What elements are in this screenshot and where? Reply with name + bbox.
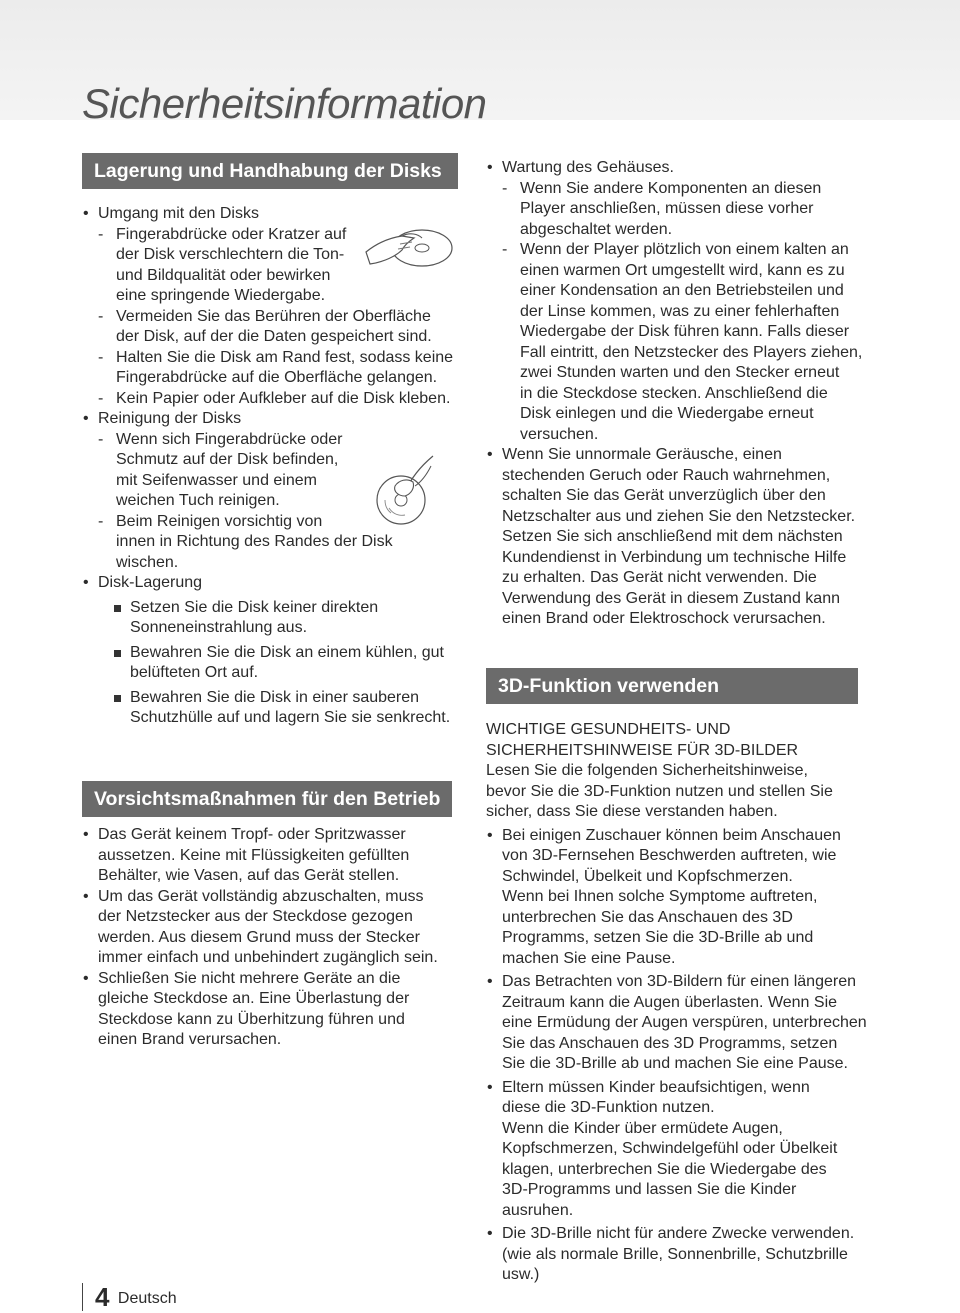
bullet-3d-discomfort: • Bei einigen Zuschauer können beim Anschauen von 3D-Fernsehen Beschwerden auftreten, wie Schwindel, Übelkeit und Kopfschmerzen. Wenn bei Ihnen solche Symptome auftreten, unterbrechen Sie das Anschauen des 3D Programms, setzen Sie die 3D-Brille ab und machen Sie eine Pause. [486,826,860,970]
dash-item-wipe-direction: - Beim Reinigen vorsichtig von innen in Richtung des Randes der Disk wischen. [82,512,458,574]
language-label: Deutsch [117,1290,177,1307]
dash-item-hold-edge: - Halten Sie die Disk am Rand fest, sodass keine Fingerabdrücke auf die Oberfläche gelangen. [82,348,458,389]
section-heading-operation: Vorsichtsmaßnahmen für den Betrieb [82,781,452,817]
square-item-protective-case: Bewahren Sie die Disk in einer sauberen Schutzhülle auf und lagern Sie sie senkrecht. [82,688,458,729]
hand-holding-disc-icon [362,222,456,272]
dash-item-fingerprints: - Fingerabdrücke oder Kratzer auf der Disk verschlechtern die Ton- und Bildqualität oder bewirken eine springende Wiedergabe. [82,225,458,307]
3d-intro: WICHTIGE GESUNDHEITS- UND SICHERHEITSHINWEISE FÜR 3D-BILDER Lesen Sie die folgenden Sicherheitshinweise, bevor Sie die 3D-Funktion nutzen und stellen Sie sicher, dass Sie diese verstanden haben. [486,721,833,820]
dash-item-switch-off: - Wenn Sie andere Komponenten an diesen Player anschließen, müssen diese vorher abgeschaltet werden. [486,179,860,241]
maintenance-content [486,158,863,630]
dash-item-soap-water: - Wenn sich Fingerabdrücke oder Schmutz auf der Disk befinden, mit Seifenwasser und einem weichen Tuch reinigen. [82,430,458,512]
page-number: 4 [95,1282,110,1312]
section-heading-disk-handling: Lagerung und Handhabung der Disks [82,153,458,189]
section-heading-3d: 3D-Funktion verwenden [486,668,858,704]
operation-content [82,825,458,1051]
page-footer [82,1283,177,1311]
square-item-sunlight: Setzen Sie die Disk keiner direkten Sonneneinstrahlung aus. [82,598,458,639]
dash-item-no-stickers: - Kein Papier oder Aufkleber auf die Disk kleben. [82,389,458,410]
bullet-no-water: • Das Gerät keinem Tropf- oder Spritzwasser aussetzen. Keine mit Flüssigkeiten gefüllten Behälter, wie Vasen, auf das Gerät stellen. [82,825,458,887]
bullet-3d-eye-strain: • Das Betrachten von 3D-Bildern für einen längeren Zeitraum kann die Augen überlasten. Wenn Sie eine Ermüdung der Augen verspüren, unterbrechen Sie das Anschauen des 3D Programms, setzen Sie die 3D-Brille ab und machen Sie eine Pause. [486,972,860,1075]
square-item-cool-place: Bewahren Sie die Disk an einem kühlen, gut belüfteten Ort auf. [82,643,458,684]
bullet-overload: • Schließen Sie nicht mehrere Geräte an die gleiche Steckdose an. Eine Überlastung der Steckdose kann zu Überhitzung führen und einen Brand verursachen. [82,969,458,1051]
bullet-3d-children: • Eltern müssen Kinder beaufsichtigen, wenn diese die 3D-Funktion nutzen. Wenn die Kinder über ermüdete Augen, Kopfschmerzen, Schwindelgefühl oder Übelkeit klagen, unterbrechen Sie die Wiedergabe des 3D-Programms und lassen Sie die Kinder ausruhen. [486,1078,860,1222]
bullet-3d-glasses-use: • Die 3D-Brille nicht für andere Zwecke verwenden. (wie als normale Brille, Sonnenbrille, Schutzbrille usw.) [486,1224,860,1286]
bullet-handling: • Umgang mit den Disks [82,204,458,225]
page-title: Sicherheitsinformation [82,80,487,127]
dash-item-condensation: - Wenn der Player plötzlich von einem kalten an einen warmen Ort umgestellt wird, kann es zu einer Kondensation an den Betriebsteilen und der Linse kommen, was zu einer fehlerhaften Wiedergabe der Disk führen kann. Falls dieser Fall eintritt, den Netzstecker des Players ziehen, zwei Stunden warten und den Stecker erneut in die Steckdose stecken. Anschließend die Disk einlegen und die Wiedergabe erneut versuchen. [486,240,860,445]
bullet-housing-care: • Wartung des Gehäuses. [486,158,860,179]
dash-item-avoid-touch: - Vermeiden Sie das Berühren der Oberfläche der Disk, auf der die Daten gespeichert sind. [82,307,458,348]
disc-cleaning-icon [375,452,445,530]
bullet-disconnect: • Um das Gerät vollständig abzuschalten, muss der Netzstecker aus der Steckdose gezogen werden. Aus diesem Grund muss der Stecker immer einfach und unbehindert zugänglich sein. [82,887,458,969]
bullet-storage: • Disk-Lagerung [82,573,458,594]
bullet-abnormal-noise: • Wenn Sie unnormale Geräusche, einen stechenden Geruch oder Rauch wahrnehmen, schalten Sie das Gerät unverzüglich über den Netzschalter aus und ziehen Sie den Netzstecker. Setzen Sie sich anschließend mit dem nächsten Kundendienst in Verbindung um technische Hilfe zu erhalten. Das Gerät nicht verwenden. Die Verwendung des Gerät in diesem Zustand kann einen Brand oder Elektroschock verursachen. [486,445,860,630]
3d-content [486,720,867,1286]
bullet-cleaning: • Reinigung der Disks [82,409,458,430]
